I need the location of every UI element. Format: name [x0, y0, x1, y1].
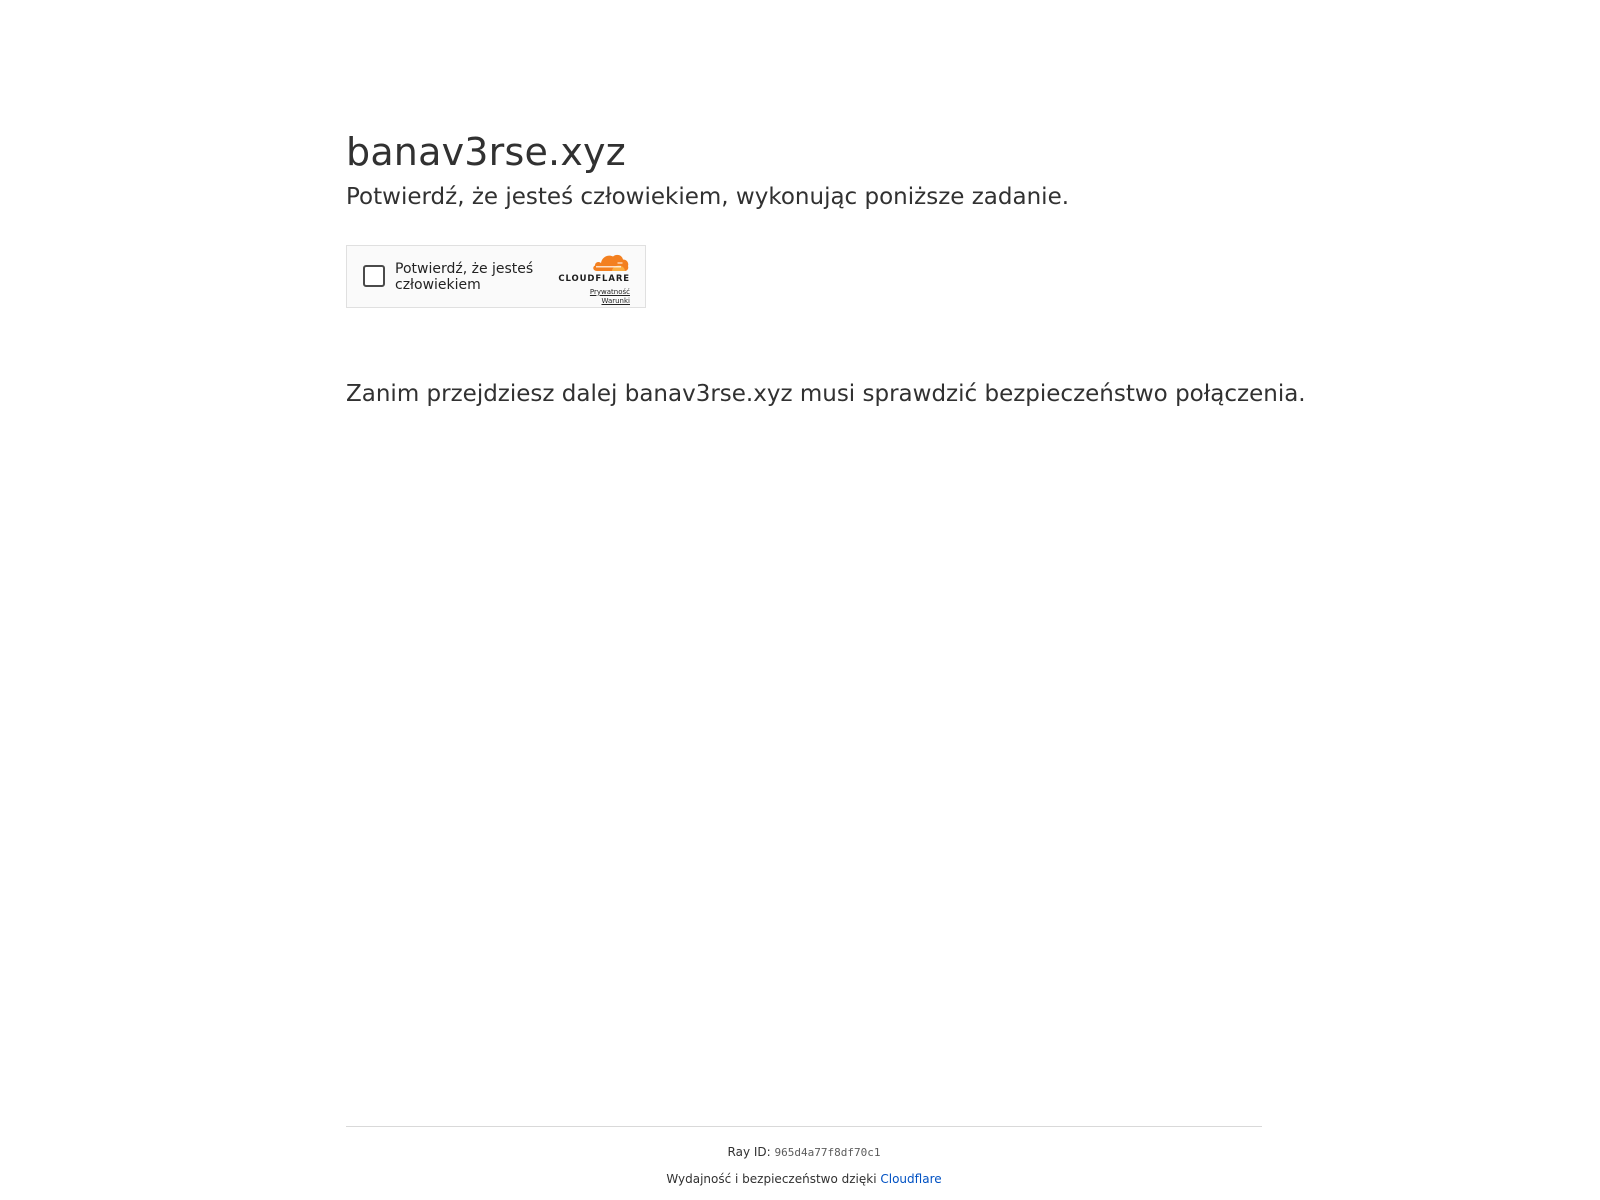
terms-link[interactable]: Warunki — [601, 296, 630, 305]
footer — [346, 1126, 1262, 1187]
ray-id-line — [346, 1144, 1262, 1161]
cloudflare-branding — [540, 252, 630, 306]
ray-id-label: Ray ID: — [727, 1145, 771, 1159]
privacy-link[interactable]: Prywatność — [589, 287, 630, 296]
powered-by-text: Wydajność i bezpieczeństwo dzięki — [666, 1172, 877, 1186]
cloudflare-link[interactable]: Cloudflare — [880, 1172, 942, 1186]
cloudflare-cloud-icon — [590, 252, 630, 274]
main-content — [346, 130, 1306, 410]
cloudflare-wordmark: CLOUDFLARE — [558, 273, 630, 284]
site-name-heading: banav3rse.xyz — [346, 130, 626, 174]
powered-by-line — [346, 1171, 1262, 1187]
security-check-text: Zanim przejdziesz dalej banav3rse.xyz musi sprawdzić bezpieczeństwo połączenia. — [346, 380, 1306, 407]
instruction-text: Potwierdź, że jesteś człowiekiem, wykonując poniższe zadanie. — [346, 183, 1070, 210]
human-verification-checkbox[interactable] — [363, 265, 385, 287]
checkbox-label: Potwierdź, że jesteś człowiekiem — [395, 260, 534, 293]
ray-id-value: 965d4a77f8df70c1 — [774, 1146, 881, 1159]
turnstile-widget — [346, 245, 646, 308]
